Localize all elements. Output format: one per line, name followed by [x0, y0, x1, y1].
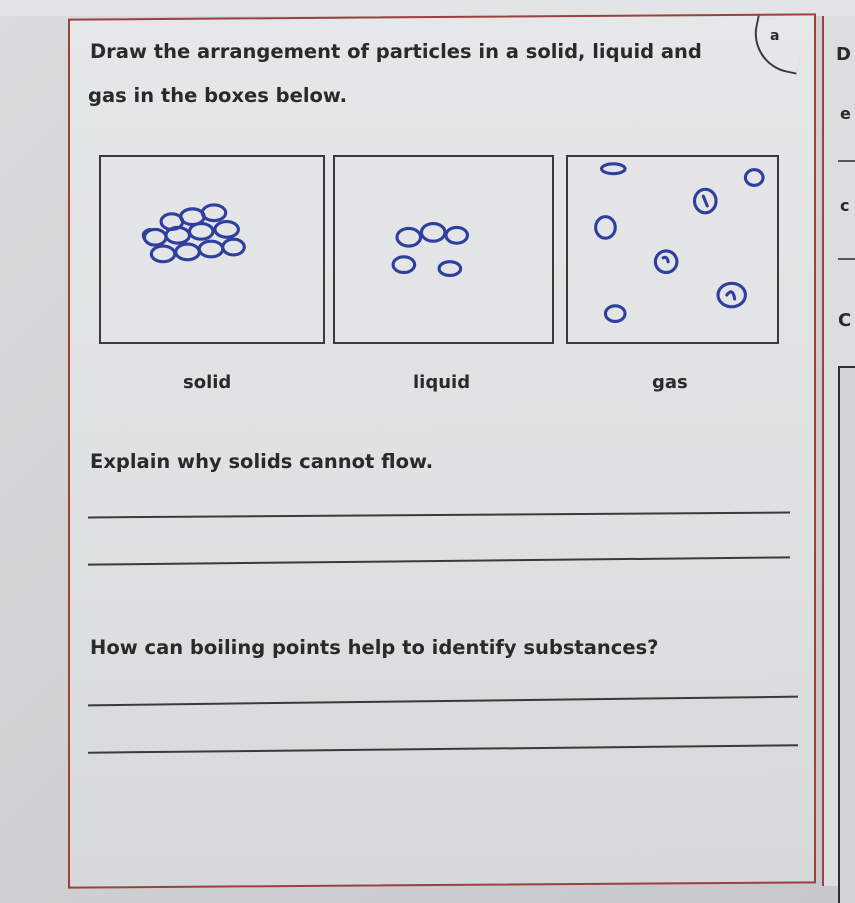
solid-particles-drawing — [101, 157, 323, 342]
question-solids-flow: Explain why solids cannot flow. — [90, 450, 434, 473]
question-draw-particles-line-2: gas in the boxes below. — [88, 84, 348, 107]
adjacent-page-line — [838, 160, 855, 162]
adjacent-page — [822, 16, 855, 886]
gas-drawing-box — [566, 155, 779, 344]
liquid-particles-drawing — [335, 157, 552, 342]
adjacent-page-line — [838, 258, 855, 260]
liquid-label: liquid — [413, 372, 471, 393]
adjacent-page-box — [838, 366, 855, 903]
liquid-drawing-box — [333, 155, 554, 344]
adjacent-page-letter: e — [840, 104, 851, 123]
gas-label: gas — [652, 372, 688, 393]
gas-particles-drawing — [568, 157, 777, 342]
adjacent-page-letter: c — [840, 196, 850, 215]
solid-label: solid — [183, 372, 232, 393]
adjacent-page-letter: D — [836, 44, 851, 65]
solid-drawing-box — [99, 155, 325, 344]
question-boiling-points: How can boiling points help to identify substances? — [90, 636, 659, 659]
margin-marker-letter: a — [770, 28, 780, 44]
adjacent-page-letter: C — [838, 310, 852, 331]
question-draw-particles-line-1: Draw the arrangement of particles in a solid, liquid and — [90, 40, 702, 63]
